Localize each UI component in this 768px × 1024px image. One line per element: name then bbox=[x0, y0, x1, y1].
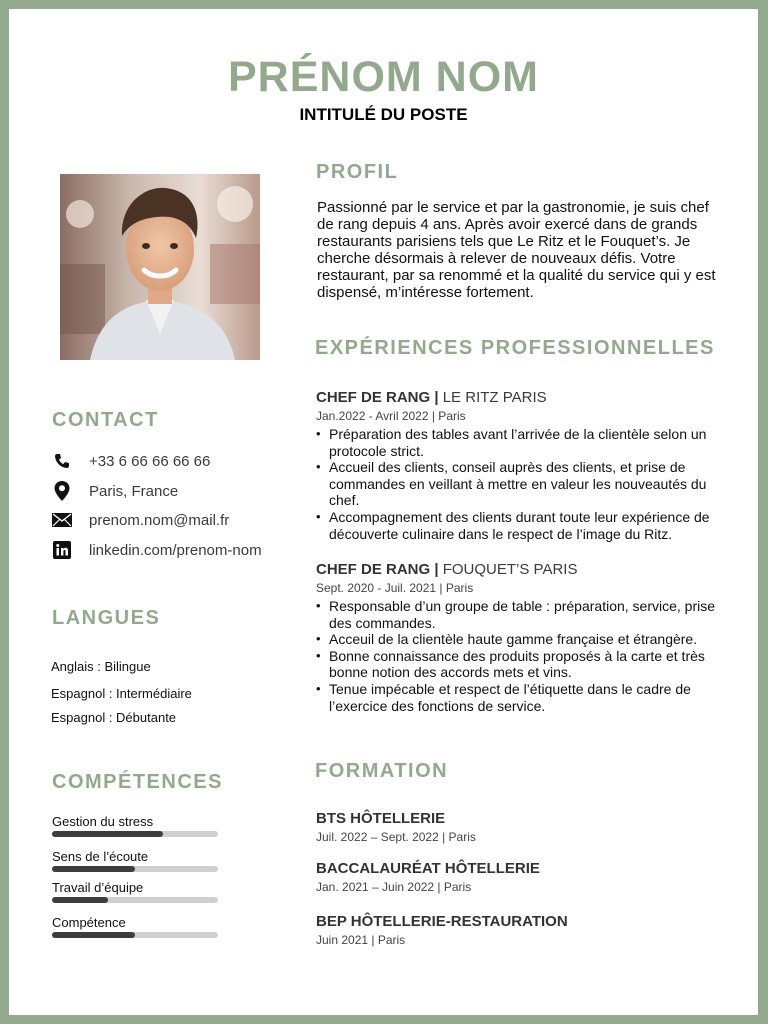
formation-degree: BTS HÔTELLERIE bbox=[316, 810, 446, 827]
formation-degree: BACCALAURÉAT HÔTELLERIE bbox=[316, 860, 540, 877]
skill-label: Sens de l’écoute bbox=[52, 849, 149, 864]
skill-bar-fill bbox=[52, 932, 135, 938]
skill-label: Gestion du stress bbox=[52, 814, 154, 829]
location-text: Paris, France bbox=[89, 482, 179, 500]
cv-page bbox=[9, 9, 758, 1015]
job-bullet: • Acceuil de la clientèle haute gamme française et étrangère. bbox=[316, 631, 728, 648]
candidate-name: PRÉNOM NOM bbox=[228, 53, 539, 101]
skill-label: Travail d’équipe bbox=[52, 880, 144, 895]
job-date: Sept. 2020 - Juil. 2021 | Paris bbox=[316, 581, 474, 595]
formation-degree: BEP HÔTELLERIE-RESTAURATION bbox=[316, 913, 568, 930]
experiences-section-title: EXPÉRIENCES PROFESSIONNELLES bbox=[315, 337, 715, 359]
phone-number[interactable]: +33 6 66 66 66 66 bbox=[89, 452, 211, 470]
formation-section-title: FORMATION bbox=[315, 760, 449, 782]
skill-item bbox=[52, 915, 218, 938]
linkedin-icon bbox=[51, 539, 73, 561]
job-heading bbox=[316, 561, 577, 578]
formation-date: Juin 2021 | Paris bbox=[316, 933, 406, 947]
job-bullet: • Accompagnement des clients durant toute leur expérience de découverte culinaire dans le respect de l’image du Ritz. bbox=[316, 509, 728, 542]
skill-item bbox=[52, 880, 218, 903]
mail-icon bbox=[51, 509, 73, 531]
skill-bar bbox=[52, 866, 218, 872]
job-bullet: • Bonne connaissance des produits proposés à la carte et très bonne notion des accords mets et vins. bbox=[316, 648, 728, 681]
contact-email bbox=[51, 509, 230, 531]
profile-photo bbox=[60, 174, 260, 360]
skill-bar bbox=[52, 831, 218, 837]
skill-label: Compétence bbox=[52, 915, 126, 930]
contact-section-title: CONTACT bbox=[52, 409, 159, 431]
job-bullets bbox=[316, 598, 728, 714]
skill-bar-fill bbox=[52, 866, 135, 872]
formation-date: Juil. 2022 – Sept. 2022 | Paris bbox=[316, 830, 476, 844]
profil-text: Passionné par le service et par la gastronomie, je suis chef de rang depuis 4 ans. Après avoir exercé dans de grands restaurants parisiens tels que Le Ritz et le Fouquet’s. Je cherche désormais à relever de nouveaux défis. Votre restaurant, par sa renommé et la qualité du service qui y est dispensé, m’intéresse fortement. bbox=[317, 199, 716, 301]
location-pin-icon bbox=[51, 480, 73, 502]
langues-section-title: LANGUES bbox=[52, 607, 161, 629]
job-role: CHEF DE RANG | bbox=[316, 389, 439, 406]
job-bullet: • Préparation des tables avant l’arrivée de la clientèle selon un protocole strict. bbox=[316, 426, 728, 459]
formation-date: Jan. 2021 – Juin 2022 | Paris bbox=[316, 880, 472, 894]
skill-bar-fill bbox=[52, 897, 108, 903]
job-role: CHEF DE RANG | bbox=[316, 561, 439, 578]
skill-item bbox=[52, 814, 218, 837]
email-address[interactable]: prenom.nom@mail.fr bbox=[89, 511, 230, 529]
skill-bar-fill bbox=[52, 831, 163, 837]
contact-linkedin bbox=[51, 539, 262, 561]
job-bullet: • Tenue impécable et respect de l’étiquette dans le cadre de l’exercice des fonctions de service. bbox=[316, 681, 728, 714]
profil-section-title: PROFIL bbox=[316, 161, 399, 183]
contact-phone bbox=[51, 450, 211, 472]
job-heading bbox=[316, 389, 547, 406]
phone-icon bbox=[51, 450, 73, 472]
skill-bar bbox=[52, 897, 218, 903]
competences-section-title: COMPÉTENCES bbox=[52, 771, 223, 793]
linkedin-url[interactable]: linkedin.com/prenom-nom bbox=[89, 541, 262, 559]
job-employer: FOUQUET’S PARIS bbox=[442, 561, 578, 578]
job-employer: LE RITZ PARIS bbox=[442, 389, 547, 406]
job-bullet: • Responsable d’un groupe de table : préparation, service, prise des commandes. bbox=[316, 598, 728, 631]
job-title: INTITULÉ DU POSTE bbox=[299, 105, 468, 124]
job-bullets bbox=[316, 426, 728, 542]
skill-item bbox=[52, 849, 218, 872]
job-bullet: • Accueil des clients, conseil auprès des clients, et prise de commandes en veillant à mettre en valeur les nouveautés du chef. bbox=[316, 459, 728, 509]
job-date: Jan.2022 - Avril 2022 | Paris bbox=[316, 409, 466, 423]
contact-location bbox=[51, 480, 179, 502]
skill-bar bbox=[52, 932, 218, 938]
language-item: Anglais : Bilingue bbox=[51, 659, 151, 674]
language-item: Espagnol : Intermédiaire bbox=[51, 686, 192, 701]
language-item: Espagnol : Débutante bbox=[51, 710, 177, 725]
